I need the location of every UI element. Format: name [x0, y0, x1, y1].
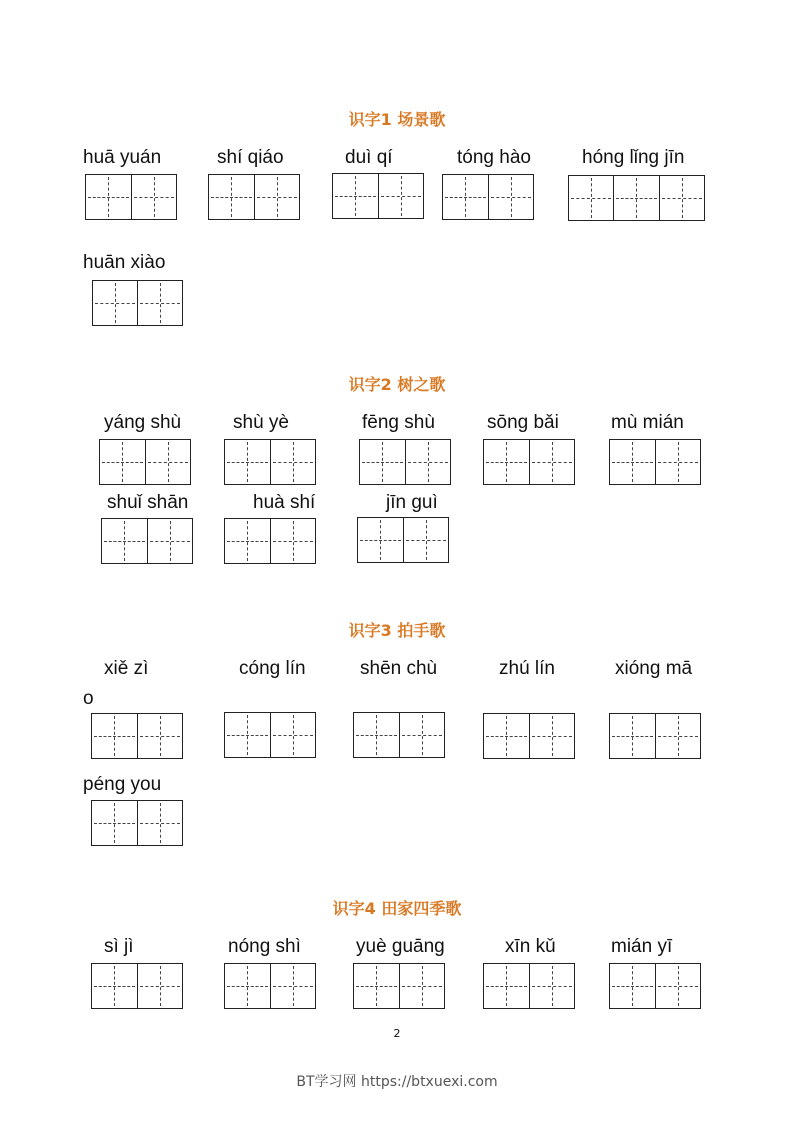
pinyin-word: zhú lín — [499, 658, 555, 679]
writing-grid — [91, 963, 183, 1009]
writing-grid — [224, 439, 316, 485]
footer-watermark: BT学习网 https://btxuexi.com — [296, 1074, 498, 1090]
pinyin-word: huā yuán — [83, 147, 162, 168]
section-title-3: 识字3 拍手歌 — [348, 621, 446, 640]
writing-grid — [609, 439, 701, 485]
writing-grid — [208, 174, 300, 220]
pinyin-word: nóng shì — [228, 936, 301, 957]
pinyin-word: cóng lín — [239, 658, 306, 679]
pinyin-word: xīn kǔ — [505, 936, 556, 957]
pinyin-word: shuǐ shān — [107, 492, 189, 513]
writing-grid — [483, 439, 575, 485]
section-title-2: 识字2 树之歌 — [348, 375, 446, 394]
pinyin-word: hóng lǐng jīn — [582, 147, 685, 168]
pinyin-word: tóng hào — [457, 147, 531, 168]
writing-grid — [483, 963, 575, 1009]
section-title-1: 识字1 场景歌 — [348, 110, 446, 129]
writing-grid — [91, 713, 183, 759]
writing-grid — [224, 963, 316, 1009]
pinyin-word: shí qiáo — [217, 147, 284, 168]
writing-grid — [353, 712, 445, 758]
pinyin-word: huān xiào — [83, 252, 166, 273]
pinyin-word: fēng shù — [362, 412, 435, 433]
pinyin-word: mián yī — [611, 936, 673, 957]
writing-grid — [101, 518, 193, 564]
writing-grid — [224, 712, 316, 758]
writing-grid — [224, 518, 316, 564]
writing-grid — [99, 439, 191, 485]
pinyin-word: huà shí — [253, 492, 316, 513]
pinyin-word: xióng mā — [615, 658, 693, 679]
pinyin-word: duì qí — [345, 147, 393, 168]
pinyin-word: xiě zì — [104, 658, 149, 679]
writing-grid — [91, 800, 183, 846]
pinyin-word: jīn guì — [386, 492, 438, 513]
writing-grid — [332, 173, 424, 219]
pinyin-word: sōng bǎi — [487, 412, 559, 433]
pinyin-word: sì jì — [104, 936, 134, 957]
writing-grid — [85, 174, 177, 220]
writing-grid — [609, 713, 701, 759]
writing-grid — [353, 963, 445, 1009]
writing-grid — [357, 517, 449, 563]
writing-grid — [609, 963, 701, 1009]
pinyin-word: péng you — [83, 774, 162, 795]
writing-grid — [483, 713, 575, 759]
section-title-4: 识字4 田家四季歌 — [332, 899, 462, 918]
writing-grid — [442, 174, 534, 220]
writing-grid — [92, 280, 183, 326]
pinyin-word: mù mián — [611, 412, 684, 433]
pinyin-word: yáng shù — [104, 412, 182, 433]
pinyin-word: shēn chù — [360, 658, 438, 679]
writing-grid — [359, 439, 451, 485]
writing-grid — [568, 175, 705, 221]
pinyin-word: o — [83, 688, 94, 709]
pinyin-word: yuè guāng — [356, 936, 445, 957]
page-number: 2 — [393, 1027, 401, 1040]
pinyin-word: shù yè — [233, 412, 289, 433]
